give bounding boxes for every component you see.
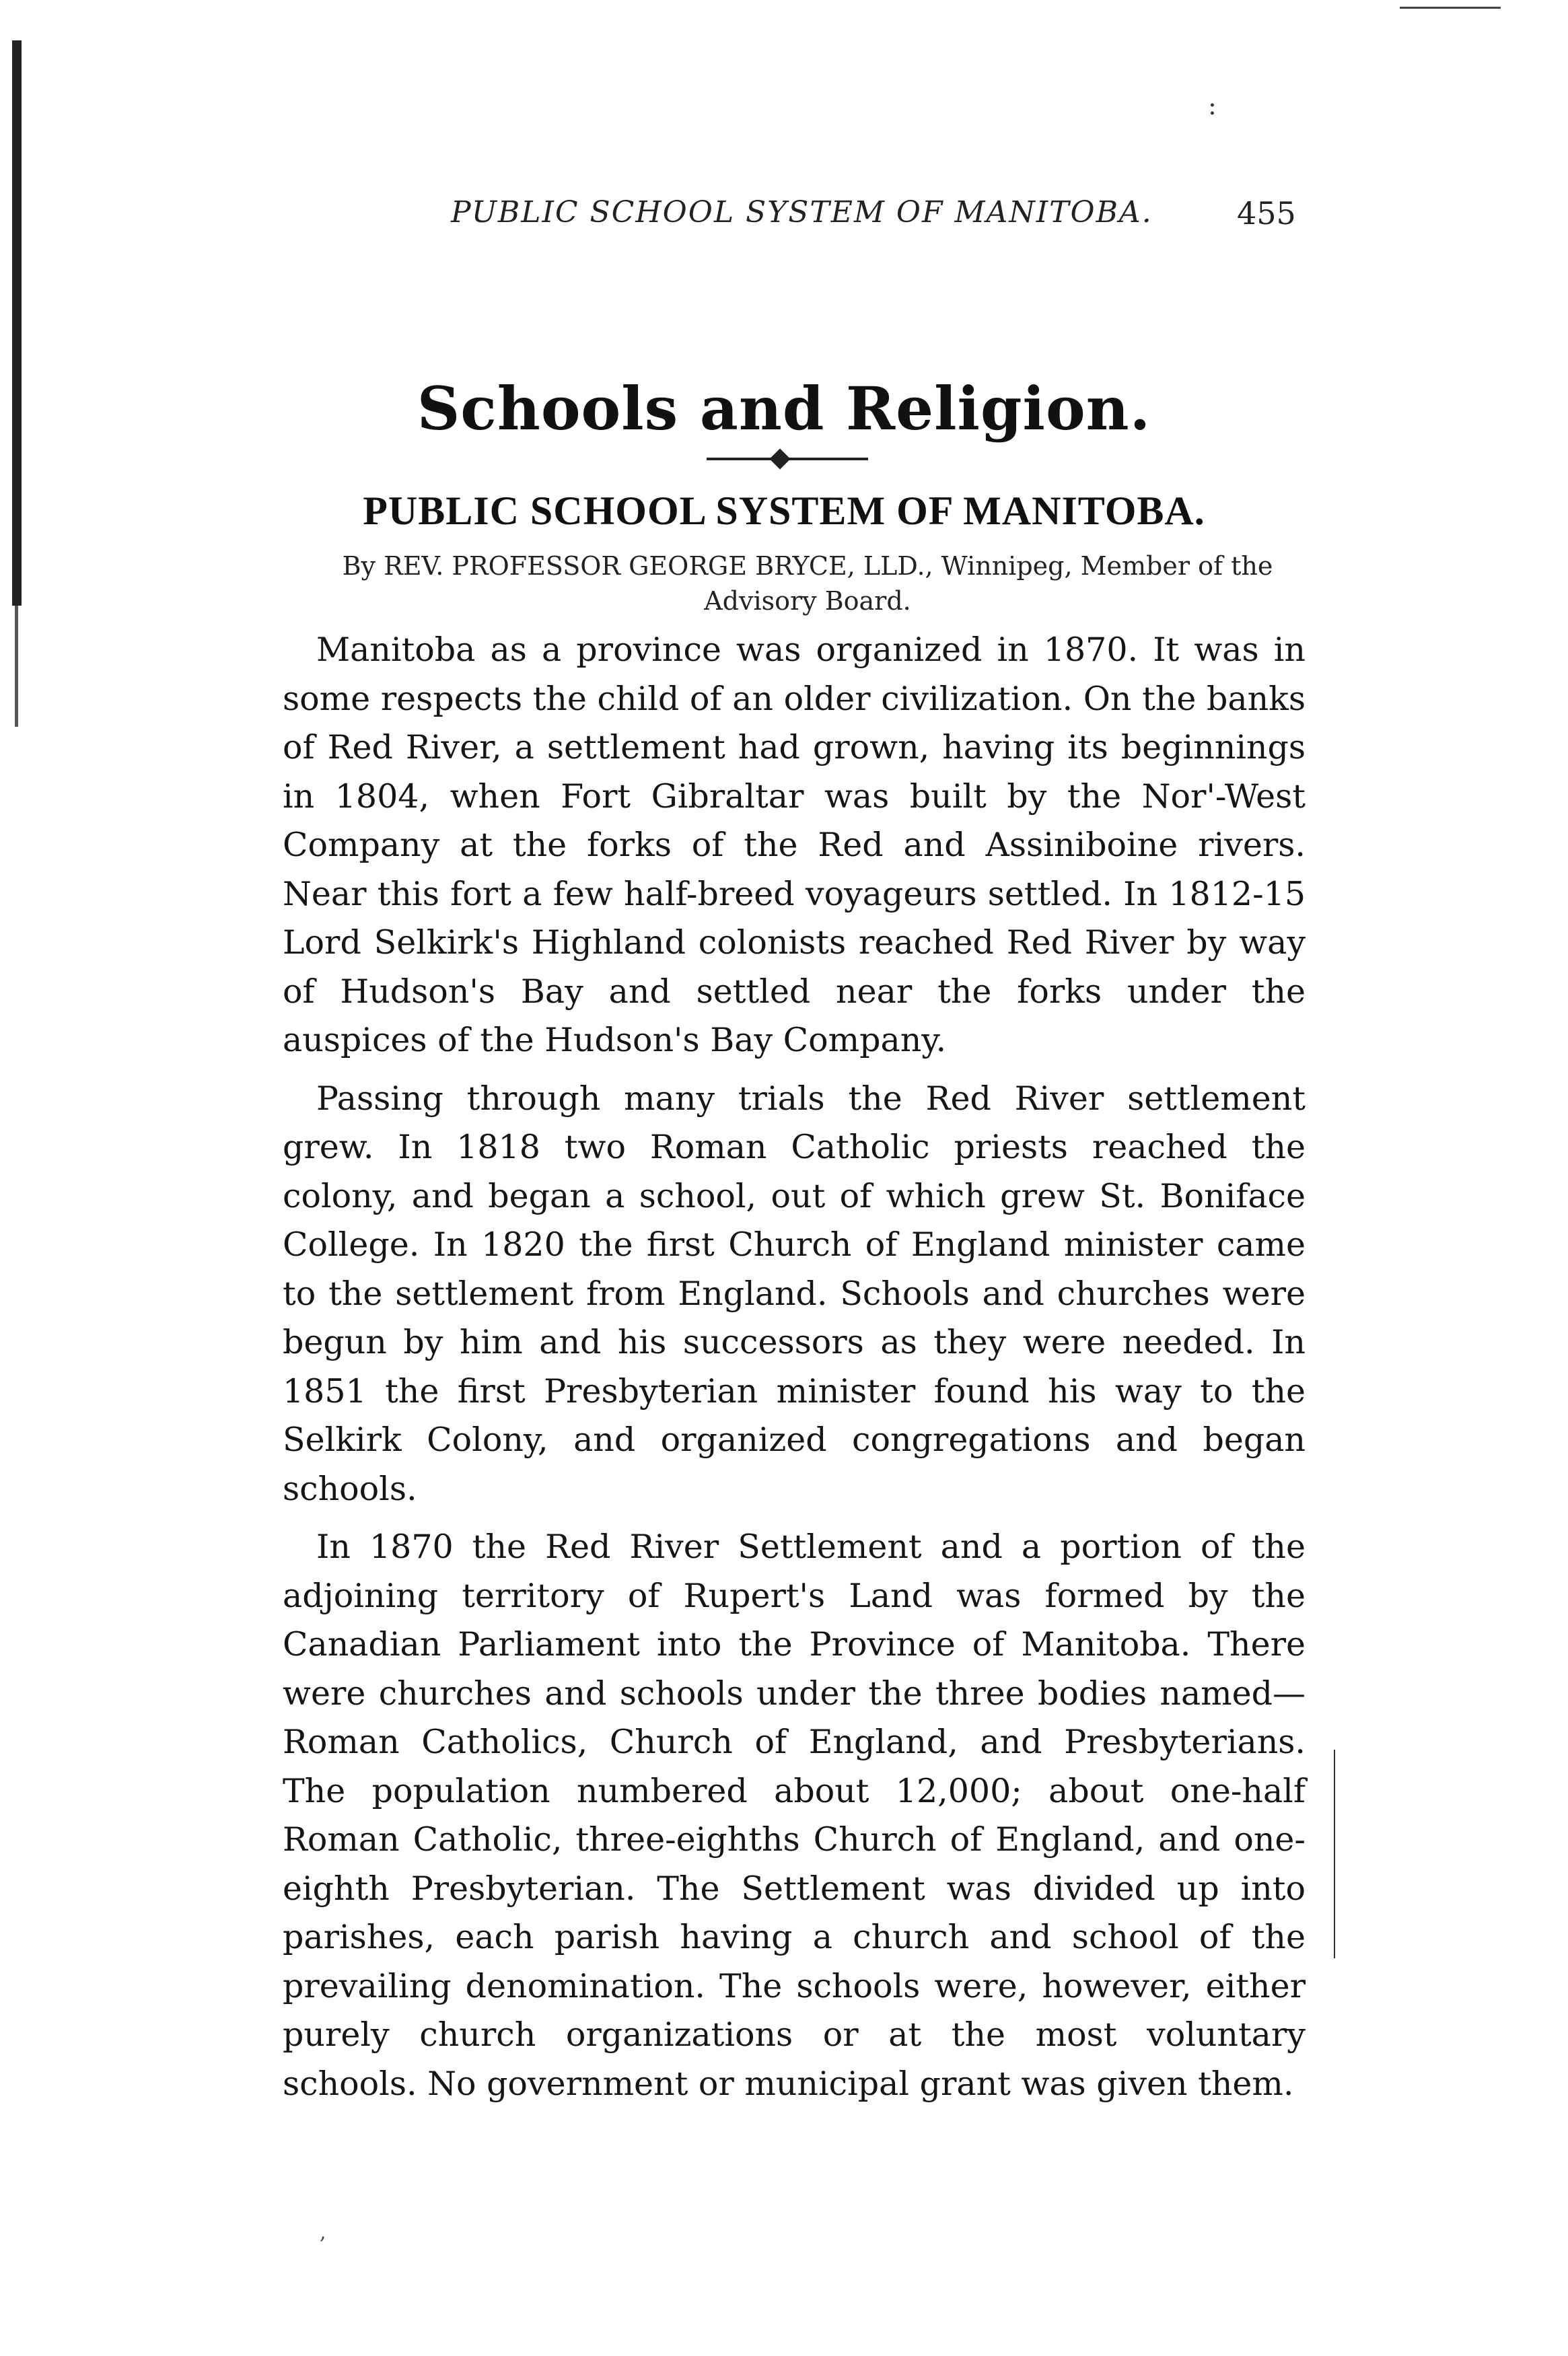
margin-mark-line bbox=[1334, 1750, 1335, 1958]
paragraph-1: Manitoba as a province was organized in 1870. It was in some respects the child of an older civilization. On the banks of Red River, a settlement had grown, having its beginnings in 1804, when Fort Gibraltar was built by the Nor'-West Company at the forks of the Red and Assiniboine rivers. Near this fort a few half-breed voyageurs settled. In 1812-15 Lord Selkirk's Highland colonists reached Red River by way of Hudson's Bay and settled near the forks under the auspices of the Hudson's Bay Company. bbox=[283, 631, 1306, 1059]
running-head bbox=[0, 195, 1568, 242]
scan-speck: : bbox=[1208, 91, 1217, 120]
page-number: 455 bbox=[1237, 195, 1296, 231]
article-title: PUBLIC SCHOOL SYSTEM OF MANITOBA. bbox=[363, 489, 1205, 533]
scan-edge-shadow-lower bbox=[15, 606, 18, 727]
scan-top-rule bbox=[1400, 7, 1501, 9]
paragraph-2: Passing through many trials the Red River settlement grew. In 1818 two Roman Catholic priests reached the colony, and began a school, out of which grew St. Boniface College. In 1820 the first Church of England minister came to the settlement from England. Schools and churches were begun by him and his successors as they were needed. In 1851 the first Presbyterian minister found his way to the Selkirk Colony, and organized congregations and began schools. bbox=[283, 1079, 1306, 1508]
scan-speck-lower: , bbox=[320, 2221, 326, 2244]
title-ornament-diamond bbox=[769, 448, 790, 469]
article-body bbox=[283, 626, 1306, 2118]
section-title: Schools and Religion. bbox=[417, 373, 1151, 443]
byline: By REV. PROFESSOR GEORGE BRYCE, LLD., Winnipeg, Member of the Advisory Board. bbox=[342, 551, 1273, 616]
running-head-title: PUBLIC SCHOOL SYSTEM OF MANITOBA. bbox=[451, 195, 1153, 229]
paragraph-3: In 1870 the Red River Settlement and a portion of the adjoining territory of Rupert's Land was formed by the Canadian Parliament into the Province of Manitoba. There were churches and schools under the three bodies named—Roman Catholics, Church of England, and Presbyterians. The population numbered about 12,000; about one-half Roman Catholic, three-eighths Church of England, and one-eighth Presbyterian. The Settlement was divided up into parishes, each parish having a church and school of the prevailing denomination. The schools were, however, either purely church organizations or at the most voluntary schools. No government or municipal grant was given them. bbox=[283, 1528, 1306, 2103]
